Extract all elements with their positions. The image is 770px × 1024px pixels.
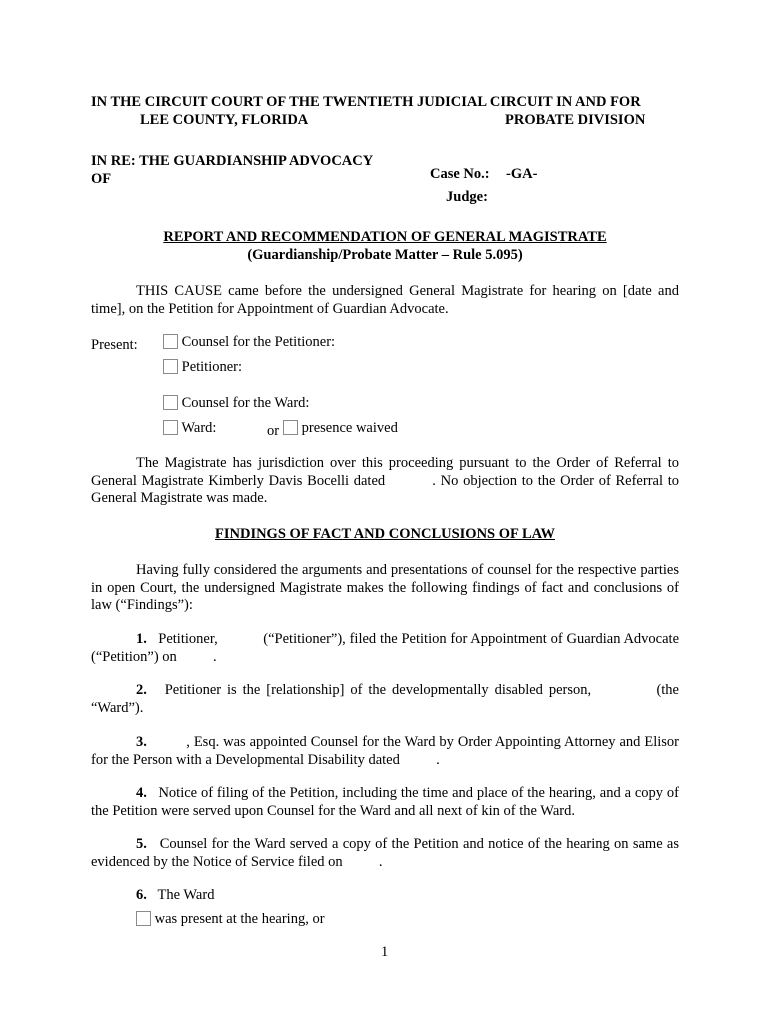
finding-text: Petitioner is the [relationship] of the developmentally disabled person, (the “Ward”). — [91, 682, 683, 716]
ward-present-label: was present at the hearing, or — [154, 911, 325, 927]
case-no-label: Case No.: — [430, 166, 490, 182]
present-waived — [283, 420, 398, 438]
finding-text: The Ward — [157, 887, 215, 903]
finding-number: 6. — [136, 887, 147, 903]
finding-number: 4. — [136, 785, 147, 801]
case-no-value: -GA- — [506, 166, 538, 182]
counsel-petitioner-checkbox[interactable] — [163, 334, 178, 349]
in-re-line2: OF — [91, 171, 112, 187]
division-name: PROBATE DIVISION — [505, 112, 646, 128]
finding-3 — [91, 734, 683, 769]
present-ward — [163, 420, 216, 438]
petitioner-label: Petitioner: — [181, 359, 243, 375]
document-subtitle: (Guardianship/Probate Matter – Rule 5.095) — [247, 247, 523, 263]
ward-label: Ward: — [181, 420, 217, 436]
finding-number: 2. — [136, 682, 147, 698]
finding-number: 1. — [136, 631, 147, 647]
ward-present-checkbox[interactable] — [136, 911, 151, 926]
finding-1 — [91, 631, 683, 666]
judge-label: Judge: — [446, 189, 488, 205]
finding-number: 5. — [136, 836, 147, 852]
county-name: LEE COUNTY, FLORIDA — [140, 112, 309, 128]
present-petitioner — [163, 359, 242, 377]
presence-waived-label: presence waived — [301, 420, 398, 436]
finding-number: 3. — [136, 734, 147, 750]
finding-4 — [91, 785, 683, 820]
document-title: REPORT AND RECOMMENDATION OF GENERAL MAGISTRATE — [163, 229, 607, 245]
jurisdiction-paragraph: The Magistrate has jurisdiction over this proceeding pursuant to the Order of Referral to General Magistrate Kimberly Davis Bocelli dated . No objection to the Order of Referral to General Magistrate was made. — [91, 455, 683, 506]
or-text: or — [267, 423, 280, 439]
finding-5 — [91, 836, 683, 871]
presence-waived-checkbox[interactable] — [283, 420, 298, 435]
present-label: Present: — [91, 337, 138, 353]
counsel-petitioner-label: Counsel for the Petitioner: — [181, 334, 336, 350]
finding-text: , Esq. was appointed Counsel for the Ward by Order Appointing Attorney and Elisor for the Person with a Developmental Disability dated . — [91, 734, 683, 768]
finding-text: Petitioner, (“Petitioner”), filed the Petition for Appointment of Guardian Advocate (“Petition”) on . — [91, 631, 683, 665]
present-counsel-ward — [163, 395, 309, 413]
petitioner-checkbox[interactable] — [163, 359, 178, 374]
ward-checkbox[interactable] — [163, 420, 178, 435]
counsel-ward-checkbox[interactable] — [163, 395, 178, 410]
counsel-ward-label: Counsel for the Ward: — [181, 395, 310, 411]
findings-heading: FINDINGS OF FACT AND CONCLUSIONS OF LAW — [215, 526, 555, 542]
page-number: 1 — [381, 944, 389, 960]
finding-6 — [91, 887, 679, 905]
ward-present-option — [136, 911, 325, 929]
finding-2 — [91, 682, 683, 717]
intro-paragraph: THIS CAUSE came before the undersigned General Magistrate for hearing on [date and time], on the Petition for Appointment of Guardian Advocate. — [91, 283, 679, 317]
present-counsel-petitioner — [163, 334, 335, 352]
court-heading: IN THE CIRCUIT COURT OF THE TWENTIETH JUDICIAL CIRCUIT IN AND FOR — [91, 94, 641, 110]
finding-text: Notice of filing of the Petition, including the time and place of the hearing, and a copy of the Petition were served upon Counsel for the Ward and all next of kin of the Ward. — [91, 785, 683, 819]
finding-text: Counsel for the Ward served a copy of the Petition and notice of the hearing on same as evidenced by the Notice of Service filed on . — [91, 836, 683, 870]
in-re-line1: IN RE: THE GUARDIANSHIP ADVOCACY — [91, 153, 374, 169]
findings-intro: Having fully considered the arguments and presentations of counsel for the respective parties in open Court, the undersigned Magistrate makes the following findings of fact and conclusions of law (“Findings”): — [91, 562, 679, 613]
